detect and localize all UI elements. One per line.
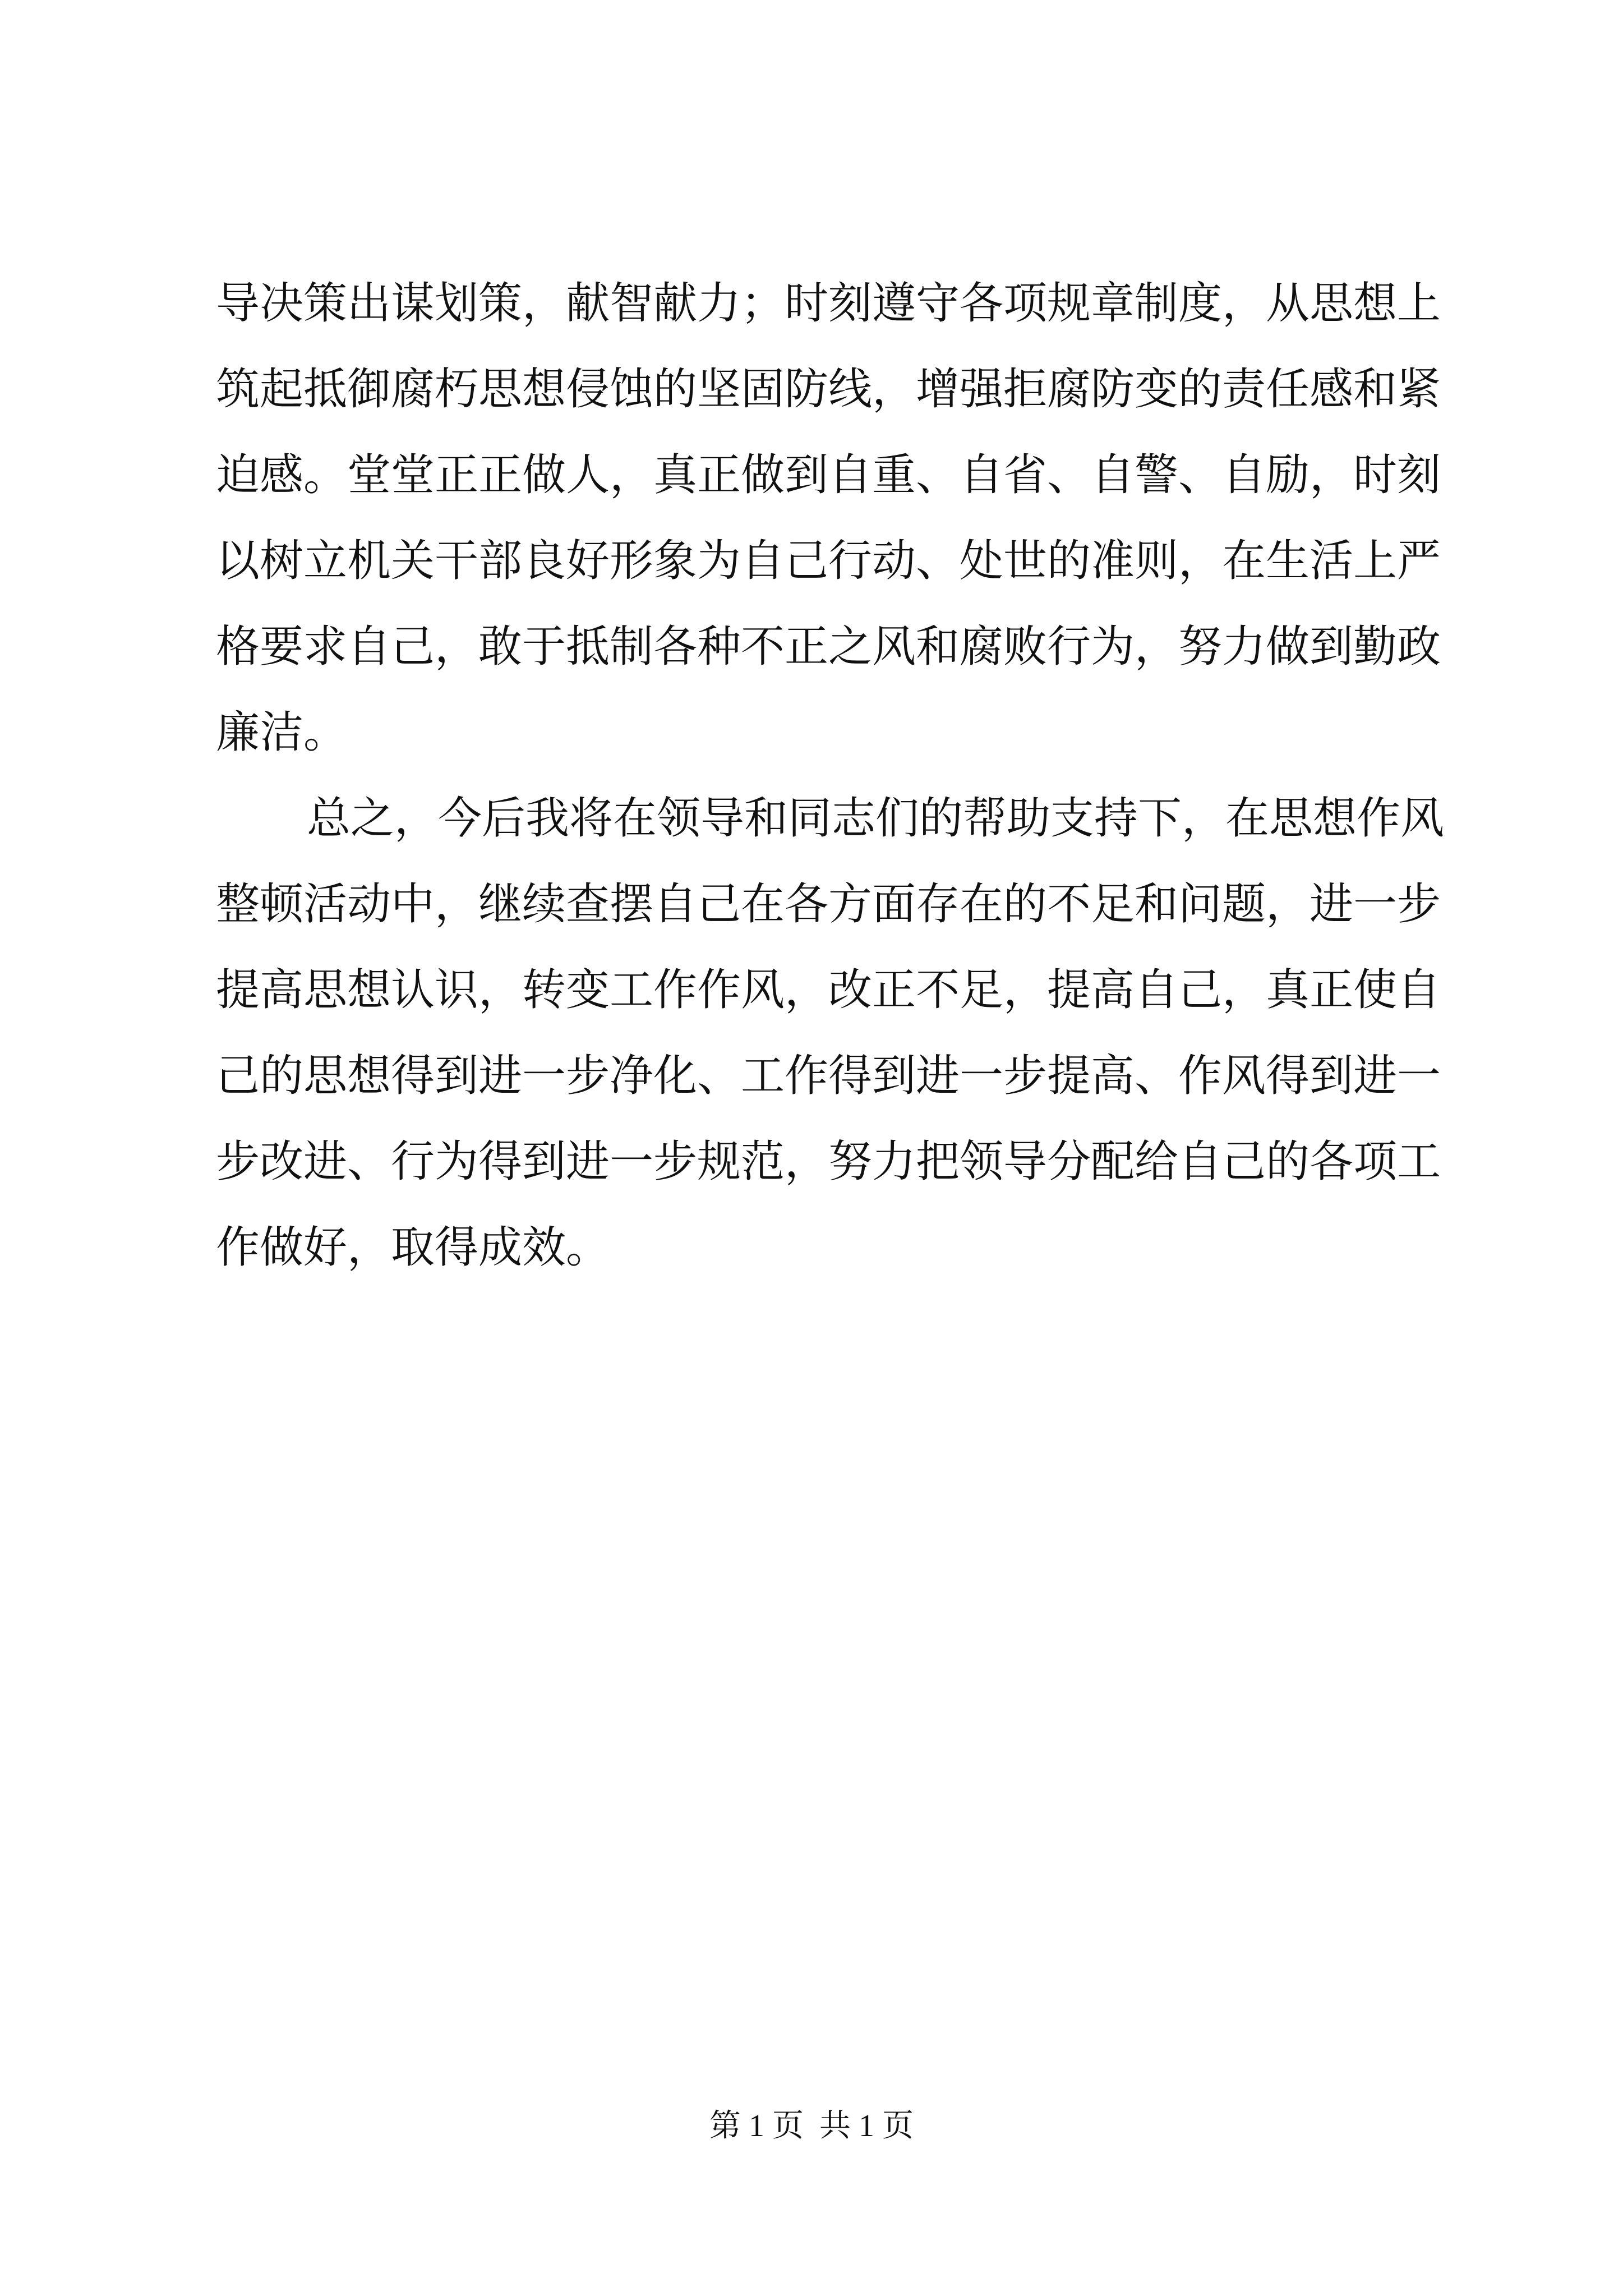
- text-line: 己的思想得到进一步净化、工作得到进一步提高、作风得到进一: [216, 1051, 1441, 1101]
- text-line: 筑起抵御腐朽思想侵蚀的坚固防线，增强拒腐防变的责任感和紧: [216, 364, 1441, 415]
- text-line: 总之，今后我将在领导和同志们的帮助支持下，在思想作风: [307, 793, 1445, 844]
- page-number: 第 1 页: [709, 2109, 804, 2143]
- text-line: 提高思想认识，转变工作作风，改正不足，提高自己，真正使自: [216, 965, 1441, 1015]
- text-line: 步改进、行为得到进一步规范，努力把领导分配给自己的各项工: [216, 1137, 1441, 1187]
- text-line: 以树立机关干部良好形象为自己行动、处世的准则，在生活上严: [216, 536, 1441, 586]
- text-line: 迫感。堂堂正正做人，真正做到自重、自省、自警、自励，时刻: [216, 450, 1441, 500]
- text-line: 廉洁。: [216, 707, 348, 758]
- paragraph: [216, 776, 1445, 1291]
- document-body: [216, 261, 1445, 1291]
- text-line: 格要求自己，敢于抵制各种不正之风和腐败行为，努力做到勤政: [216, 622, 1441, 672]
- page-footer: [0, 2104, 1623, 2148]
- paragraph: [216, 261, 1441, 776]
- text-line: 作做好，取得成效。: [216, 1222, 610, 1273]
- text-line: 导决策出谋划策，献智献力；时刻遵守各项规章制度，从思想上: [216, 278, 1441, 329]
- page-total: 共 1 页: [819, 2109, 914, 2143]
- text-line: 整顿活动中，继续查摆自己在各方面存在的不足和问题，进一步: [216, 879, 1441, 930]
